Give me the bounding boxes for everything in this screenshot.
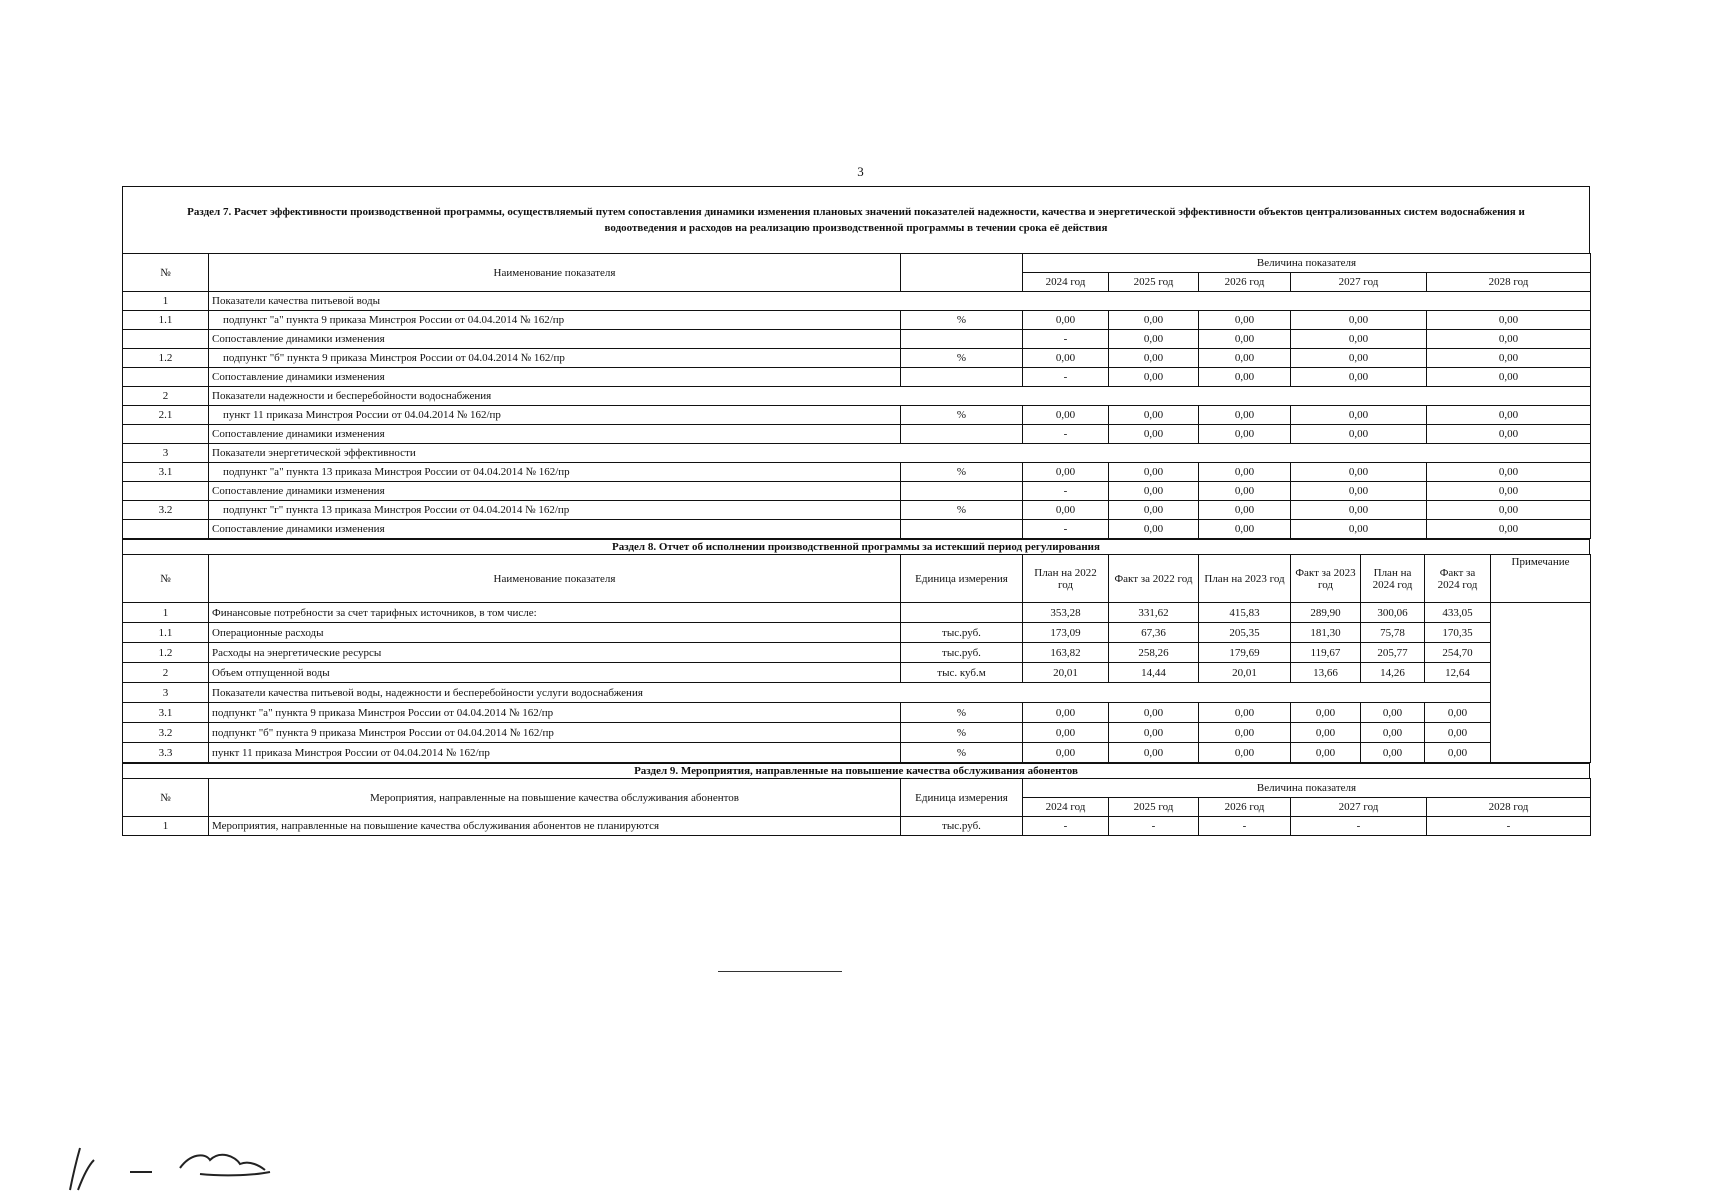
s8-row-value: 0,00 [1109, 703, 1199, 723]
s7-row-value: 0,00 [1109, 368, 1199, 387]
s8-row-value: 258,26 [1109, 643, 1199, 663]
table-row [123, 482, 1591, 501]
s7-row-unit: % [901, 501, 1023, 520]
table-row [123, 463, 1591, 482]
s7-row-value: 0,00 [1427, 368, 1591, 387]
s7-row-value: 0,00 [1199, 368, 1291, 387]
s7-row-unit [901, 330, 1023, 349]
s7-row-unit: % [901, 406, 1023, 425]
s9-header-unit: Единица измерения [901, 779, 1023, 817]
s8-row-value: 254,70 [1425, 643, 1491, 663]
section9-title: Раздел 9. Мероприятия, направленные на повышение качества обслуживания абонентов [122, 763, 1590, 778]
s7-row-value: - [1023, 482, 1109, 501]
s7-row-num: 3 [123, 444, 209, 463]
s7-year-header: 2026 год [1199, 273, 1291, 292]
s7-row-num [123, 368, 209, 387]
table-row [123, 817, 1591, 836]
s8-row-name: подпункт "а" пункта 9 приказа Минстроя России от 04.04.2014 № 162/пр [209, 703, 901, 723]
s8-row-unit: тыс.руб. [901, 623, 1023, 643]
s7-row-num: 1 [123, 292, 209, 311]
s8-row-value: 0,00 [1425, 703, 1491, 723]
s7-row-value: 0,00 [1023, 349, 1109, 368]
s7-row-value: 0,00 [1427, 311, 1591, 330]
table-row [123, 501, 1591, 520]
s9-row-num: 1 [123, 817, 209, 836]
s7-row-value: 0,00 [1109, 425, 1199, 444]
section8-rows [123, 603, 1591, 763]
s8-row-value: 170,35 [1425, 623, 1491, 643]
table-row [123, 603, 1591, 623]
s7-row-unit [901, 368, 1023, 387]
s7-row-unit: % [901, 349, 1023, 368]
s7-row-name: Сопоставление динамики изменения [209, 482, 901, 501]
s9-year-header: 2027 год [1291, 798, 1427, 817]
s9-row-value: - [1023, 817, 1109, 836]
section9-rows [123, 817, 1591, 836]
s7-row-value: 0,00 [1109, 482, 1199, 501]
s7-row-name: Показатели энергетической эффективности [209, 444, 1591, 463]
s8-row-unit: % [901, 723, 1023, 743]
table-row [123, 723, 1591, 743]
s7-row-value: 0,00 [1291, 406, 1427, 425]
s8-row-num: 3 [123, 683, 209, 703]
s8-row-value: 0,00 [1023, 743, 1109, 763]
s7-row-value: 0,00 [1427, 520, 1591, 539]
s7-row-value: 0,00 [1427, 463, 1591, 482]
s7-row-value: - [1023, 330, 1109, 349]
s8-row-name: Показатели качества питьевой воды, надежности и бесперебойности услуги водоснабжения [209, 683, 1491, 703]
s7-row-num: 3.1 [123, 463, 209, 482]
s8-row-value: 353,28 [1023, 603, 1109, 623]
s8-row-value: 13,66 [1291, 663, 1361, 683]
s7-row-name: подпункт "б" пункта 9 приказа Минстроя России от 04.04.2014 № 162/пр [209, 349, 901, 368]
table-row [123, 311, 1591, 330]
s7-row-unit [901, 482, 1023, 501]
s8-row-name: подпункт "б" пункта 9 приказа Минстроя России от 04.04.2014 № 162/пр [209, 723, 901, 743]
s9-row-name: Мероприятия, направленные на повышение качества обслуживания абонентов не планируются [209, 817, 901, 836]
s9-row-value: - [1291, 817, 1427, 836]
table-row [123, 623, 1591, 643]
document-body [122, 186, 1590, 836]
s7-row-num [123, 330, 209, 349]
s8-row-value: 0,00 [1199, 723, 1291, 743]
s7-row-value: 0,00 [1291, 368, 1427, 387]
s8-row-value: 205,77 [1361, 643, 1425, 663]
s7-year-header: 2028 год [1427, 273, 1591, 292]
s9-header-num: № [123, 779, 209, 817]
s7-year-header: 2025 год [1109, 273, 1199, 292]
s8-row-value: 0,00 [1291, 743, 1361, 763]
s7-row-value: 0,00 [1199, 349, 1291, 368]
s8-row-value: 0,00 [1291, 703, 1361, 723]
s9-row-value: - [1427, 817, 1591, 836]
table-row [123, 743, 1591, 763]
s7-header-group: Величина показателя [1023, 254, 1591, 273]
s9-header-name: Мероприятия, направленные на повышение качества обслуживания абонентов [209, 779, 901, 817]
s7-row-value: 0,00 [1023, 463, 1109, 482]
s8-header-note: Примечание [1491, 555, 1591, 603]
table-row [123, 330, 1591, 349]
s7-row-num [123, 482, 209, 501]
s7-row-name: Сопоставление динамики изменения [209, 425, 901, 444]
s8-row-value: 0,00 [1291, 723, 1361, 743]
s8-row-name: Финансовые потребности за счет тарифных источников, в том числе: [209, 603, 901, 623]
section7-title-box [122, 186, 1590, 253]
s8-row-value: 67,36 [1109, 623, 1199, 643]
s8-row-value: 205,35 [1199, 623, 1291, 643]
s8-header-unit: Единица измерения [901, 555, 1023, 603]
s7-row-value: 0,00 [1199, 482, 1291, 501]
s8-row-num: 1.2 [123, 643, 209, 663]
s9-year-header: 2028 год [1427, 798, 1591, 817]
s7-row-value: 0,00 [1291, 501, 1427, 520]
section8-table [122, 554, 1591, 763]
s7-row-value: 0,00 [1109, 406, 1199, 425]
s7-row-name: Показатели надежности и бесперебойности водоснабжения [209, 387, 1591, 406]
s7-year-header: 2027 год [1291, 273, 1427, 292]
s7-row-value: 0,00 [1427, 425, 1591, 444]
s8-col-header: Факт за 2023 год [1291, 555, 1361, 603]
s7-row-unit [901, 425, 1023, 444]
s8-row-num: 1.1 [123, 623, 209, 643]
s7-row-value: 0,00 [1291, 425, 1427, 444]
s7-row-name: Сопоставление динамики изменения [209, 368, 901, 387]
s8-col-header: Факт за 2022 год [1109, 555, 1199, 603]
s7-row-num: 1.1 [123, 311, 209, 330]
s7-row-name: подпункт "а" пункта 13 приказа Минстроя России от 04.04.2014 № 162/пр [209, 463, 901, 482]
handwritten-signature [60, 1130, 290, 1200]
s8-note-cell [1491, 603, 1591, 763]
s7-row-value: 0,00 [1199, 463, 1291, 482]
s7-row-value: 0,00 [1291, 463, 1427, 482]
table-row [123, 643, 1591, 663]
s7-row-value: 0,00 [1199, 501, 1291, 520]
separator-line [718, 971, 842, 972]
s7-row-num [123, 520, 209, 539]
s8-row-unit: тыс. куб.м [901, 663, 1023, 683]
s9-header-group: Величина показателя [1023, 779, 1591, 798]
s8-row-value: 179,69 [1199, 643, 1291, 663]
page-number: 3 [857, 164, 864, 179]
s9-row-value: - [1109, 817, 1199, 836]
s7-row-value: 0,00 [1109, 501, 1199, 520]
table-row [123, 406, 1591, 425]
s7-row-unit: % [901, 463, 1023, 482]
s9-year-header: 2024 год [1023, 798, 1109, 817]
s7-header-unit [901, 254, 1023, 292]
table-row [123, 368, 1591, 387]
s9-row-value: - [1199, 817, 1291, 836]
s8-row-value: 300,06 [1361, 603, 1425, 623]
s7-row-value: 0,00 [1427, 406, 1591, 425]
s7-row-value: 0,00 [1199, 425, 1291, 444]
s8-header-name: Наименование показателя [209, 555, 901, 603]
s7-row-num: 2 [123, 387, 209, 406]
table-row [123, 349, 1591, 368]
s8-col-header: План на 2024 год [1361, 555, 1425, 603]
s8-row-value: 12,64 [1425, 663, 1491, 683]
s9-year-header: 2026 год [1199, 798, 1291, 817]
table-row [123, 520, 1591, 539]
section7-title: Раздел 7. Расчет эффективности производственной программы, осуществляемый путем сопоставления динамики изменения плановых значений показателей надежности, качества и энергетической эффективности объектов централизованных систем водоснабжения и водоотведения и расходов на реализацию производственной программы в течении срока её действия [187, 206, 1525, 234]
table-row [123, 425, 1591, 444]
s7-row-value: 0,00 [1199, 330, 1291, 349]
s7-row-value: 0,00 [1427, 330, 1591, 349]
s8-row-unit: тыс.руб. [901, 643, 1023, 663]
s8-row-value: 14,26 [1361, 663, 1425, 683]
s8-col-header: Факт за 2024 год [1425, 555, 1491, 603]
s7-header-name: Наименование показателя [209, 254, 901, 292]
table-row [123, 703, 1591, 723]
s8-row-value: 0,00 [1199, 703, 1291, 723]
table-row [123, 683, 1591, 703]
s8-row-value: 0,00 [1023, 723, 1109, 743]
s7-row-value: - [1023, 520, 1109, 539]
s8-row-unit: % [901, 743, 1023, 763]
s8-row-value: 0,00 [1361, 723, 1425, 743]
s8-col-header: План на 2022 год [1023, 555, 1109, 603]
s7-row-name: Показатели качества питьевой воды [209, 292, 1591, 311]
s8-row-value: 0,00 [1109, 723, 1199, 743]
s7-row-value: 0,00 [1199, 520, 1291, 539]
s7-row-num: 1.2 [123, 349, 209, 368]
s8-row-num: 3.2 [123, 723, 209, 743]
section7-table [122, 253, 1591, 539]
s7-row-value: - [1023, 425, 1109, 444]
s8-row-name: пункт 11 приказа Минстроя России от 04.04.2014 № 162/пр [209, 743, 901, 763]
s7-row-value: 0,00 [1427, 482, 1591, 501]
s7-row-name: подпункт "г" пункта 13 приказа Минстроя России от 04.04.2014 № 162/пр [209, 501, 901, 520]
s8-row-value: 119,67 [1291, 643, 1361, 663]
s8-row-name: Расходы на энергетические ресурсы [209, 643, 901, 663]
s7-row-value: 0,00 [1109, 349, 1199, 368]
section9-table [122, 778, 1591, 836]
s9-year-header: 2025 год [1109, 798, 1199, 817]
s8-row-value: 415,83 [1199, 603, 1291, 623]
s7-row-value: 0,00 [1199, 311, 1291, 330]
s7-row-value: 0,00 [1109, 463, 1199, 482]
s7-year-header: 2024 год [1023, 273, 1109, 292]
s7-row-value: 0,00 [1109, 311, 1199, 330]
s7-row-value: 0,00 [1291, 330, 1427, 349]
s8-row-value: 0,00 [1361, 703, 1425, 723]
s7-row-num: 2.1 [123, 406, 209, 425]
s8-row-value: 20,01 [1023, 663, 1109, 683]
s8-row-num: 3.3 [123, 743, 209, 763]
table-row [123, 663, 1591, 683]
s8-col-header: План на 2023 год [1199, 555, 1291, 603]
s7-row-unit [901, 520, 1023, 539]
s8-row-value: 75,78 [1361, 623, 1425, 643]
s8-row-unit: % [901, 703, 1023, 723]
s7-row-num [123, 425, 209, 444]
s8-row-unit [901, 603, 1023, 623]
s8-row-value: 289,90 [1291, 603, 1361, 623]
s8-row-value: 0,00 [1199, 743, 1291, 763]
s8-row-value: 0,00 [1425, 723, 1491, 743]
s7-row-value: - [1023, 368, 1109, 387]
s8-row-name: Операционные расходы [209, 623, 901, 643]
s7-row-name: пункт 11 приказа Минстроя России от 04.04.2014 № 162/пр [209, 406, 901, 425]
s7-row-value: 0,00 [1427, 501, 1591, 520]
s8-row-value: 0,00 [1425, 743, 1491, 763]
section8-title: Раздел 8. Отчет об исполнении производственной программы за истекший период регулирования [122, 539, 1590, 554]
s8-row-value: 0,00 [1109, 743, 1199, 763]
s7-row-num: 3.2 [123, 501, 209, 520]
section7-rows [123, 292, 1591, 539]
s7-row-name: Сопоставление динамики изменения [209, 330, 901, 349]
s7-row-value: 0,00 [1291, 482, 1427, 501]
s7-row-name: подпункт "а" пункта 9 приказа Минстроя России от 04.04.2014 № 162/пр [209, 311, 901, 330]
s7-row-value: 0,00 [1291, 349, 1427, 368]
s8-row-num: 3.1 [123, 703, 209, 723]
s8-row-num: 1 [123, 603, 209, 623]
s7-row-value: 0,00 [1199, 406, 1291, 425]
s8-row-value: 0,00 [1361, 743, 1425, 763]
s7-header-num: № [123, 254, 209, 292]
s7-row-value: 0,00 [1023, 406, 1109, 425]
s9-row-unit: тыс.руб. [901, 817, 1023, 836]
s7-row-value: 0,00 [1109, 330, 1199, 349]
table-row [123, 444, 1591, 463]
s7-row-value: 0,00 [1291, 520, 1427, 539]
s8-row-value: 20,01 [1199, 663, 1291, 683]
table-row [123, 292, 1591, 311]
s8-row-value: 173,09 [1023, 623, 1109, 643]
s8-header-num: № [123, 555, 209, 603]
s7-row-value: 0,00 [1109, 520, 1199, 539]
s8-row-value: 331,62 [1109, 603, 1199, 623]
s8-row-value: 181,30 [1291, 623, 1361, 643]
table-row [123, 387, 1591, 406]
s8-row-value: 14,44 [1109, 663, 1199, 683]
s8-row-name: Объем отпущенной воды [209, 663, 901, 683]
s7-row-value: 0,00 [1023, 501, 1109, 520]
s8-row-num: 2 [123, 663, 209, 683]
s8-row-value: 163,82 [1023, 643, 1109, 663]
s7-row-value: 0,00 [1427, 349, 1591, 368]
s7-row-unit: % [901, 311, 1023, 330]
s8-row-value: 0,00 [1023, 703, 1109, 723]
s8-row-value: 433,05 [1425, 603, 1491, 623]
s7-row-value: 0,00 [1291, 311, 1427, 330]
s7-row-value: 0,00 [1023, 311, 1109, 330]
s7-row-name: Сопоставление динамики изменения [209, 520, 901, 539]
